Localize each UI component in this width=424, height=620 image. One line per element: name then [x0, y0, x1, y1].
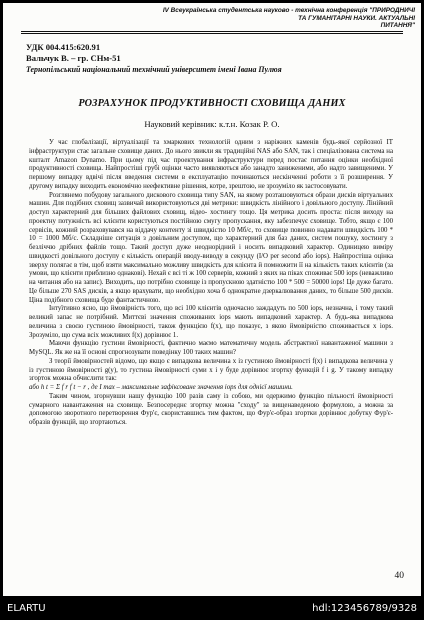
advisor-line: Науковий керівник: к.т.н. Козак Р. О.: [144, 119, 280, 129]
paragraph-3: Інтуїтивно ясно, що ймовірність того, що всі 100 клієнтів одночасно заждадуть по 500 iops, незначна, і тому такий великий запас не потрібний. Миттєві значення споживаних iops мають випадковий характер. А будь-яка випадкова величина з своєю густиною ймовірності, також функцією f(x), що показує, з якою ймовірністю споживається x iops. Зрозуміло, що сума всіх можливих f(x) дорівнює 1.: [29, 305, 393, 339]
handle-identifier: hdl:123456789/9328: [312, 603, 417, 614]
article-body: [29, 139, 393, 428]
repository-label: ELARTU: [7, 603, 46, 614]
paragraph-1: У час глобалізації, віртуалізації та хмаркових технологій одним з наріжних каменів будь-якої серйозної ІТ інфраструктури стає загальне сховище даних. До нього звикли як традиційні NAS або SAN, так і спеціалізована система на кшталт Amazon Dynamo. При цьому під час проектування інфраструктури перед постає питання оцінки необхідної продуктивності сховища. Найпростіші грубі оцінки часто виявляються або занадто заниженими, або надто завищеними. У першому випадку вдвічі після введення системи в експлуатацію починаються нескінченні роботи з її розширення. У другому випадку виходить економічно неефективне рішення, котре, зрештою, не зрозуміло як застосовувати.: [29, 139, 393, 190]
conference-line-2: ПИТАННЯ": [380, 22, 415, 30]
header-rule: [21, 31, 403, 34]
page-number: 40: [394, 571, 404, 581]
conference-header: [153, 7, 415, 30]
paragraph-2: Розглянемо побудову загального дискового сховища типу SAN, на якому розташовуються образи дисків віртуальних машин. Для подібних сховищ зазвичай використовуються дві метрики: швидкість лінійного і довільного доступу. Лінійний доступ характерний для більших файлових сховищ, відео- хостингу тощо. Ця метрика досить проста: після виходу на проектну потужність всі клієнти користуються постійною смугу пропускання, яку забезпечує сховище. Тобто, якщо є 100 сервісів, кожний розраховувався на віддачу контенту зі швидкістю 10 Мб/с, то сховище повинно надавати швидкість 100 * 10 = 1000 Мб/с. Складніше ситуація з довільним доступом, що характерний для баз даних, систем пошуку, хостингу з безліччю дрібних файлів тощо. Такий доступ дуже неоднорідний і носить випадковий характер. Одиницею виміру швидкості довільного доступу є кількість операцій вводу-виводу в секунду (I/O per second або iops). Найпростіша оцінка зверху полягає в тім, щоб взяти максимально можливу швидкість для клієнта й помножити її на кількість таких клієнтів (за умови, що клієнти приблизно однакові). Нехай є всі ті ж 100 серверів, кожний з яких на піках споживає 500 iops (неважливо на читання або на запис). Виходить, що потрібно сховище із пропускною здатністю 100 * 500 = 50000 iops! Це дуже багато. Це більше 270 SAS дисків, а якщо врахувати, що необхідно хоча б однократне дзеркалювання даних, то більше 500 дисків. Ціна подібного сховища буде фантастичною.: [29, 191, 393, 304]
paper-title: РОЗРАХУНОК ПРОДУКТИВНОСТІ СХОВИЩА ДАНИХ: [78, 98, 346, 109]
affiliation: Тернопільський національний технічний університет імені Івана Пулюя: [26, 65, 282, 74]
paragraph-4: Маючи функцію густини ймовірності, фактично маємо математичну модель абстрактної навантаженої машини з MySQL. Як же на її основі спрогнозувати поведінку 100 таких машин?: [29, 340, 393, 356]
author-line: Вальчук В. – гр. СНм-51: [26, 53, 121, 63]
document-page: [3, 3, 421, 596]
conference-line-1: IV Всеукраїнська студентська науково - технічна конференція "ПРИРОДНИЧІ ТА ГУМАНІТАРНІ НАУКИ. АКТУАЛЬНІ: [162, 7, 415, 22]
paragraph-6: Таким чином, згорнувши нашу функцію 100 разів саму із собою, ми одержимо функцію пільності ймовірності сумарного навантаження на сховище. Безпосереднє згортку можна "сходу" за вищенаведеною формулою, а можна за допомогою зворотного перетворення Фур'є, скориставшись тим фактом, що Фур'є-образ згортки дорівнює добутку Фур'є-образів функцій, що згортаються.: [29, 392, 393, 426]
paragraph-5: З теорії ймовірностей відомо, що якщо є випадкова величина x із густиною ймовірності f(x) і випадкова величина y із густиною ймовірності g(y), то густина ймовірності суми x і y буде дорівнює згортку функцій f і g. У такому випадку згорток можна обчислити так:: [29, 357, 393, 383]
convolution-formula: або h t = Σ f r f t − r , де I max – максимальне зафіксоване значення iops для однієї машини.: [29, 384, 293, 391]
udk-code: УДК 004.415:620.91: [26, 42, 101, 52]
